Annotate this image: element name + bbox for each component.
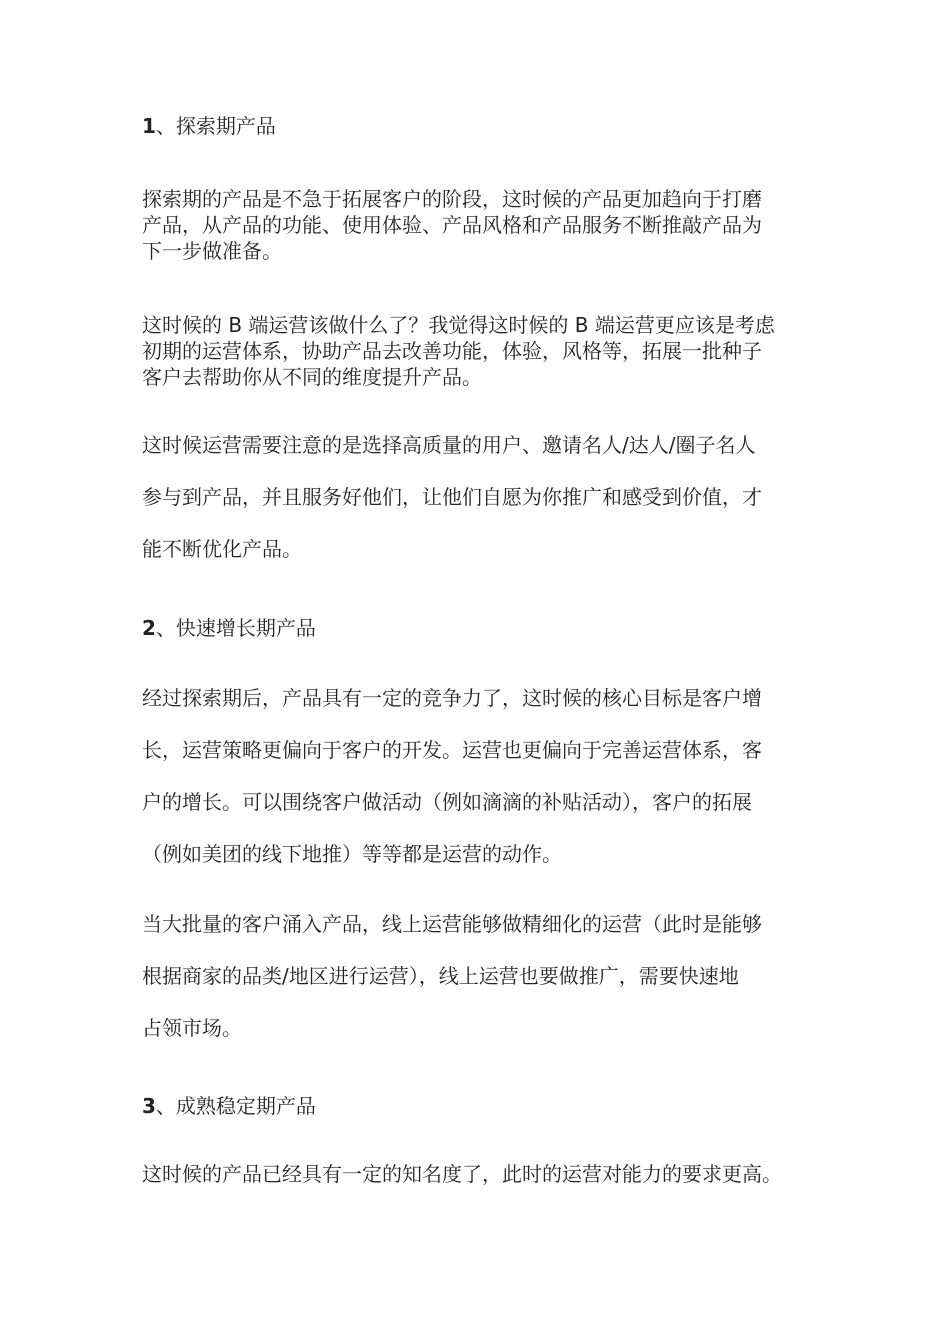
- section-1-number: 1: [142, 114, 156, 138]
- section-1-heading: [142, 112, 822, 140]
- section-3-paragraph-1: 这时候的产品已经具有一定的知名度了，此时的运营对能力的要求更高。: [142, 1162, 782, 1186]
- section-3-number: 3: [142, 1094, 156, 1118]
- section-3-heading: [142, 1092, 822, 1120]
- section-2-heading: [142, 614, 822, 642]
- section-1-paragraph-1: 探索期的产品是不急于拓展客户的阶段，这时候的产品更加趋向于打磨 产品，从产品的功能、使用体验、产品风格和产品服务不断推敲产品为 下一步做准备。: [142, 187, 762, 263]
- section-2-paragraph-1: 经过探索期后，产品具有一定的竞争力了，这时候的核心目标是客户增 长，运营策略更偏向于客户的开发。运营也更偏向于完善运营体系，客 户的增长。可以围绕客户做活动（例如滴滴的补贴活动），客户的拓展 （例如美团的线下地推）等等都是运营的动作。: [142, 686, 762, 866]
- section-1-paragraph-2: 这时候的 B 端运营该做什么了？我觉得这时候的 B 端运营更应该是考虑 初期的运营体系，协助产品去改善功能，体验，风格等，拓展一批种子 客户去帮助你从不同的维度提升产品。: [142, 313, 775, 389]
- section-2-title: 、快速增长期产品: [155, 616, 316, 640]
- section-3-title: 、成熟稳定期产品: [155, 1094, 316, 1118]
- section-2-number: 2: [142, 616, 156, 640]
- section-2-paragraph-2: 当大批量的客户涌入产品，线上运营能够做精细化的运营（此时是能够 根据商家的品类/地区进行运营），线上运营也要做推广，需要快速地 占领市场。: [142, 912, 762, 1040]
- section-1-paragraph-3: 这时候运营需要注意的是选择高质量的用户、邀请名人/达人/圈子名人 参与到产品，并且服务好他们，让他们自愿为你推广和感受到价值，才 能不断优化产品。: [142, 433, 762, 561]
- section-1-title: 、探索期产品: [155, 114, 276, 138]
